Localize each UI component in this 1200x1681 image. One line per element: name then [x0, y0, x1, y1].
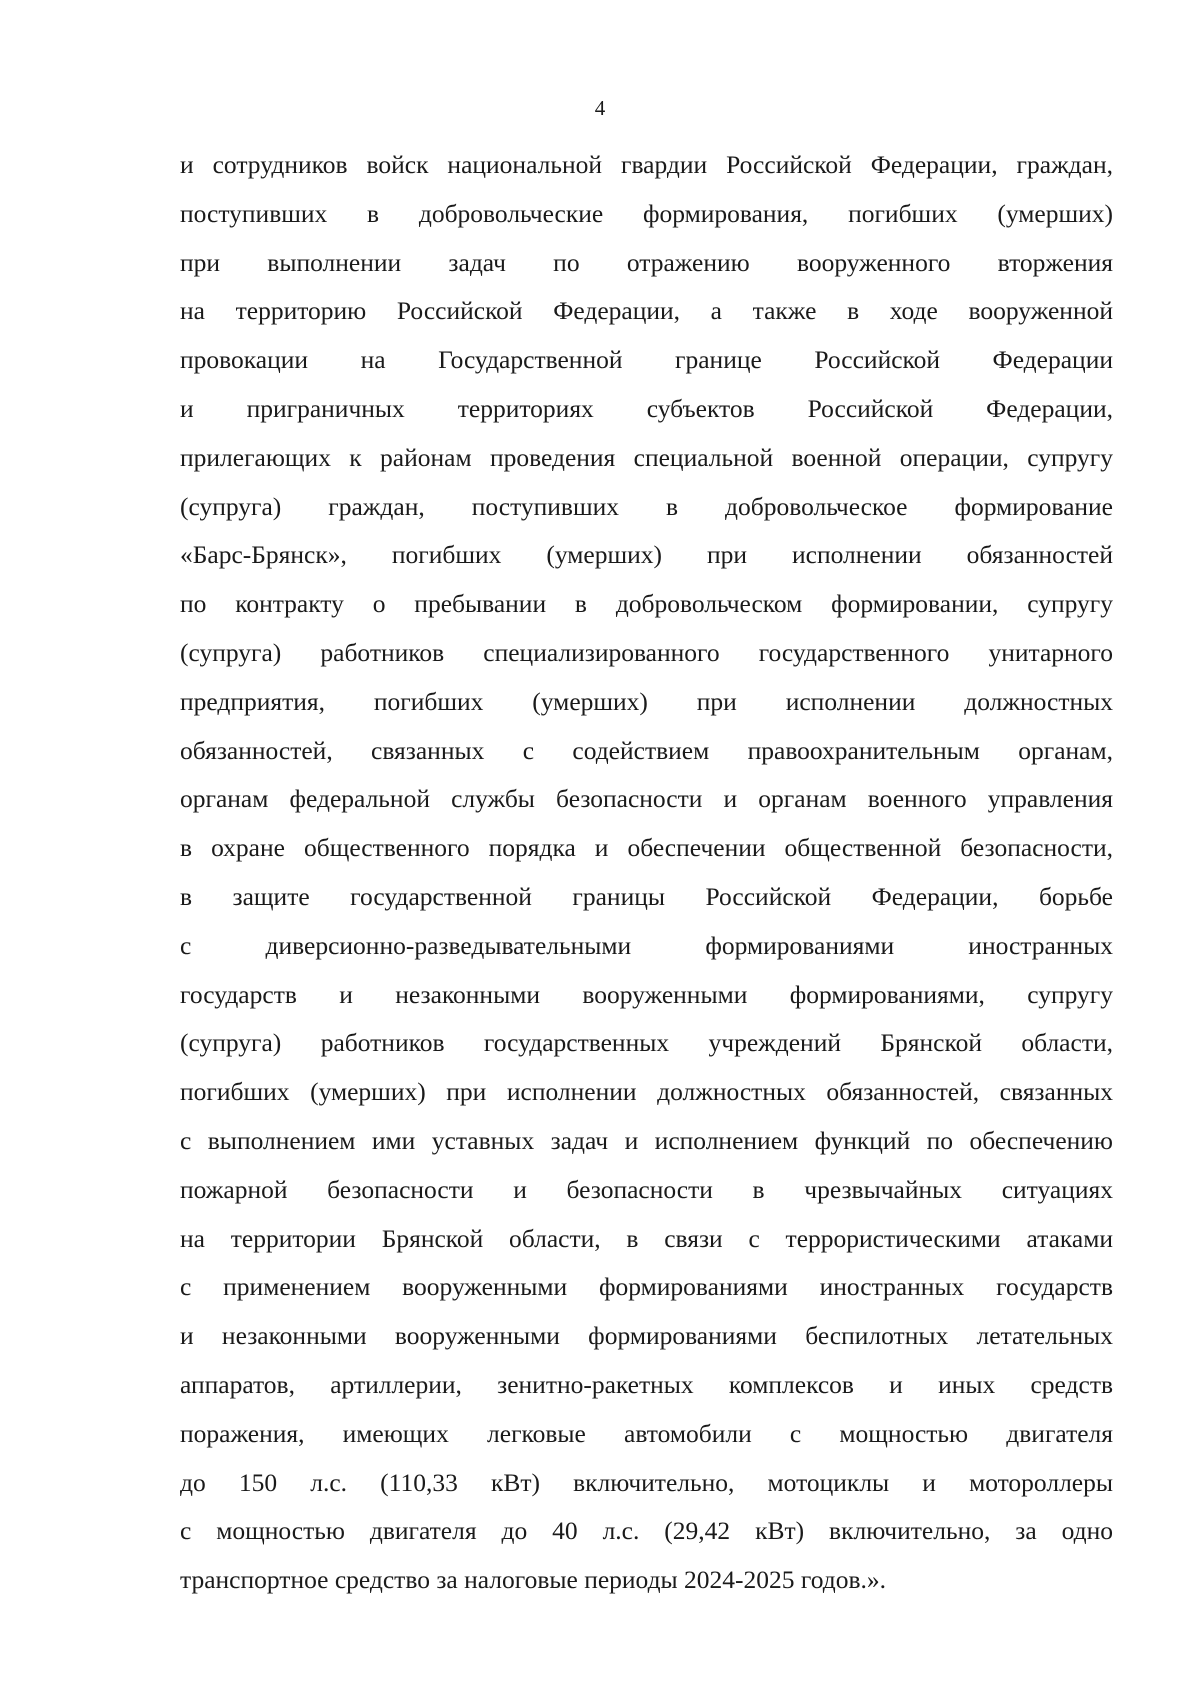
text-line: прилегающих к районам проведения специальной военной операции, супругу: [180, 442, 1113, 472]
text-line: с выполнением ими уставных задач и исполнением функций по обеспечению: [180, 1125, 1113, 1155]
text-line: при выполнении задач по отражению вооруженного вторжения: [180, 247, 1113, 277]
text-line: с применением вооруженными формированиями иностранных государств: [180, 1272, 1113, 1302]
text-line: предприятия, погибших (умерших) при исполнении должностных: [180, 686, 1113, 716]
text-line: обязанностей, связанных с содействием правоохранительным органам,: [180, 735, 1113, 765]
text-line: погибших (умерших) при исполнении должностных обязанностей, связанных: [180, 1077, 1113, 1107]
text-line: (супруга) работников специализированного государственного унитарного: [180, 637, 1113, 667]
text-line: государств и незаконными вооруженными формированиями, супругу: [180, 979, 1113, 1009]
text-line: (супруга) граждан, поступивших в добровольческое формирование: [180, 491, 1113, 521]
text-line: органам федеральной службы безопасности и органам военного управления: [180, 784, 1113, 814]
text-line: поступивших в добровольческие формирования, погибших (умерших): [180, 198, 1113, 228]
text-line: аппаратов, артиллерии, зенитно-ракетных комплексов и иных средств: [180, 1369, 1113, 1399]
text-line: «Барс-Брянск», погибших (умерших) при исполнении обязанностей: [180, 540, 1113, 570]
text-line: по контракту о пребывании в добровольческом формировании, супругу: [180, 589, 1113, 619]
text-line: с мощностью двигателя до 40 л.с. (29,42 кВт) включительно, за одно: [180, 1516, 1113, 1546]
text-line: провокации на Государственной границе Российской Федерации: [180, 345, 1113, 375]
text-line: и незаконными вооруженными формированиями беспилотных летательных: [180, 1321, 1113, 1351]
text-line: поражения, имеющих легковые автомобили с мощностью двигателя: [180, 1418, 1113, 1448]
text-line: в защите государственной границы Российской Федерации, борьбе: [180, 881, 1113, 911]
text-line: на территории Брянской области, в связи с террористическими атаками: [180, 1223, 1113, 1253]
text-line: (супруга) работников государственных учреждений Брянской области,: [180, 1028, 1113, 1058]
text-line: пожарной безопасности и безопасности в чрезвычайных ситуациях: [180, 1174, 1113, 1204]
body-paragraph: [180, 141, 1113, 1605]
text-line: и приграничных территориях субъектов Российской Федерации,: [180, 393, 1113, 423]
text-line: в охране общественного порядка и обеспечении общественной безопасности,: [180, 833, 1113, 863]
text-line: транспортное средство за налоговые периоды 2024-2025 годов.».: [180, 1565, 887, 1595]
text-line: с диверсионно-разведывательными формированиями иностранных: [180, 930, 1113, 960]
text-line: до 150 л.с. (110,33 кВт) включительно, мотоциклы и мотороллеры: [180, 1467, 1113, 1497]
text-line: и сотрудников войск национальной гвардии Российской Федерации, граждан,: [180, 150, 1113, 179]
text-line: на территорию Российской Федерации, а также в ходе вооруженной: [180, 296, 1113, 326]
page-number: 4: [594, 96, 606, 120]
